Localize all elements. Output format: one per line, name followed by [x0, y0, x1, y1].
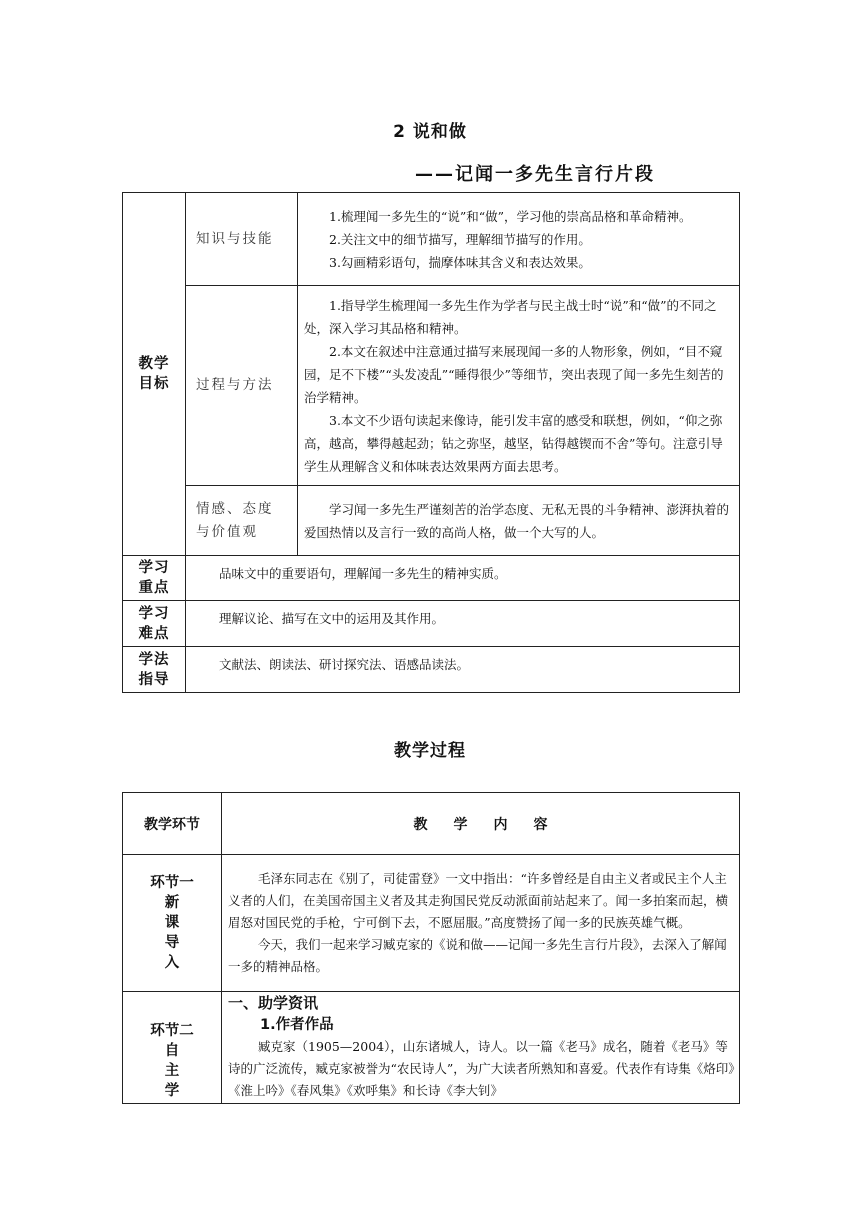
objective-item: 学习闻一多先生严谨刻苦的治学态度、无私无畏的斗争精神、澎湃执着的爱国热情以及言行一致的高尚人格，做一个大写的人。 [304, 501, 730, 540]
stage1-label [123, 855, 222, 992]
stage1-content [222, 855, 740, 992]
stage2-paragraph: 臧克家（1905—2004），山东诸城人，诗人。以一篇《老马》成名，随着《老马》等诗的广泛流传，臧克家被誉为“农民诗人”，为广大读者所熟知和喜爱。代表作有诗集《烙印》《淮上吟》《春风集》《欢呼集》和长诗《李大钊》 [228, 1039, 735, 1098]
stage1-label-char: 导 [164, 935, 180, 951]
stage1-label-char: 新 [164, 895, 180, 911]
stage2-row [123, 992, 740, 1104]
stage2-label-char: 主 [164, 1063, 180, 1079]
focus-label [123, 556, 186, 601]
method-text: 文献法、朗读法、研讨探究法、语感品读法。 [186, 647, 740, 693]
objectives-table [122, 192, 740, 693]
process-header-row [123, 793, 740, 855]
category-process: 过程与方法 [186, 286, 298, 486]
objectives-label-line2: 目标 [138, 376, 170, 392]
process-table [122, 792, 740, 1104]
stage2-heading1: 一、助学资讯 [228, 994, 319, 1012]
difficulty-label-line2: 难点 [138, 625, 170, 642]
category-emotion-line2: 与价值观 [196, 523, 258, 540]
objectives-label-line1: 教学 [138, 356, 170, 372]
stage2-content [222, 992, 740, 1104]
lesson-title: 2 说和做 [393, 122, 467, 142]
stage2-label-line1: 环节二 [150, 1023, 194, 1039]
category-emotion [186, 486, 298, 556]
method-row [123, 647, 740, 693]
difficulty-label-line1: 学习 [138, 605, 170, 622]
objective-row-emotion [123, 486, 740, 556]
objective-item: 1.梳理闻一多先生的“说”和“做”，学习他的崇高品格和革命精神。 [329, 208, 692, 224]
objectives-label [123, 193, 186, 556]
stage1-label-char: 入 [164, 955, 180, 971]
method-label-line1: 学法 [138, 651, 170, 668]
knowledge-items [298, 193, 740, 286]
col-stage-header: 教学环节 [123, 793, 222, 855]
stage2-label [123, 992, 222, 1104]
difficulty-text: 理解议论、描写在文中的运用及其作用。 [186, 601, 740, 647]
method-label [123, 647, 186, 693]
stage2-label-char: 学 [164, 1083, 180, 1099]
difficulty-row [123, 601, 740, 647]
lesson-subtitle: ——记闻一多先生言行片段 [415, 164, 655, 185]
stage2-label-char: 自 [164, 1043, 180, 1059]
objective-item: 2.关注文中的细节描写，理解细节描写的作用。 [329, 231, 591, 247]
stage2-heading2: 1.作者作品 [260, 1017, 334, 1033]
objective-item: 3.本文不少语句读起来像诗，能引发丰富的感受和联想，例如，“仰之弥高，越高，攀得越起劲；钻之弥坚，越坚，钻得越锲而不舍”等句。注意引导学生从理解含义和体味表达效果两方面去思考。 [304, 412, 723, 474]
process-title: 教学过程 [394, 741, 466, 761]
stage1-row [123, 855, 740, 992]
objective-item: 2.本文在叙述中注意通过描写来展现闻一多的人物形象，例如，“目不窥园，足不下楼”“头发凌乱”“睡得很少”等细节，突出表现了闻一多先生刻苦的治学精神。 [304, 343, 724, 405]
objective-item: 3.勾画精彩语句，揣摩体味其含义和表达效果。 [329, 254, 591, 270]
focus-label-line2: 重点 [138, 580, 170, 596]
emotion-items [298, 486, 740, 556]
difficulty-label [123, 601, 186, 647]
stage1-label-line1: 环节一 [150, 875, 194, 891]
focus-label-line1: 学习 [138, 560, 170, 576]
stage1-label-char: 课 [164, 915, 180, 931]
focus-text: 品味文中的重要语句，理解闻一多先生的精神实质。 [186, 556, 740, 601]
stage1-paragraph: 今天，我们一起来学习臧克家的《说和做——记闻一多先生言行片段》，去深入了解闻一多的精神品格。 [228, 937, 727, 974]
objective-row-process [123, 286, 740, 486]
col-content-header: 教学内容 [222, 793, 740, 855]
stage1-paragraph: 毛泽东同志在《别了，司徒雷登》一文中指出：“许多曾经是自由主义者或民主个人主义者的人们，在美国帝国主义者及其走狗国民党反动派面前站起来了。闻一多拍案而起，横眉怒对国民党的手枪，宁可倒下去，不愿屈服。”高度赞扬了闻一多的民族英雄气概。 [228, 871, 729, 930]
focus-row [123, 556, 740, 601]
category-emotion-line1: 情感、态度 [196, 500, 274, 517]
category-knowledge: 知识与技能 [186, 193, 298, 286]
method-label-line2: 指导 [138, 671, 170, 688]
objective-row-knowledge [123, 193, 740, 286]
objective-item: 1.指导学生梳理闻一多先生作为学者与民主战士时“说”和“做”的不同之处，深入学习其品格和精神。 [304, 297, 717, 336]
process-items [298, 286, 740, 486]
